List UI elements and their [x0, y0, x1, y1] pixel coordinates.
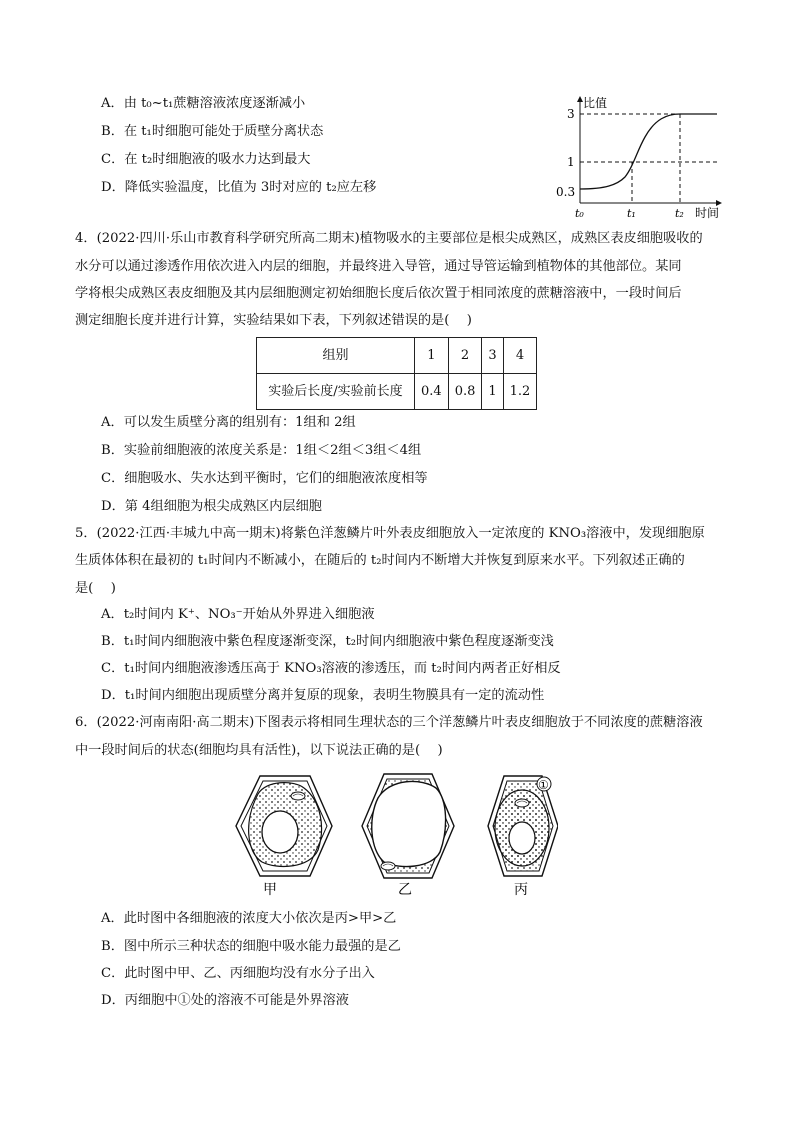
cell-label-bing: 丙	[514, 882, 528, 898]
table-row	[257, 374, 537, 410]
q3-option-b: B．在 t₁时细胞可能处于质壁分离状态	[101, 124, 324, 139]
table-cell: 组别	[257, 338, 415, 374]
q6-option-b: B．图中所示三种状态的细胞中吸水能力最强的是乙	[101, 939, 401, 954]
q5-stem-line-1: 5．(2022·江西·丰城九中高一期末)将紫色洋葱鳞片叶外表皮细胞放入一定浓度的 KNO₃溶液中，发现细胞原	[75, 526, 705, 541]
q4-stem-line-4: 测定细胞长度并进行计算，实验结果如下表，下列叙述错误的是( )	[75, 313, 472, 328]
table-cell: 2	[448, 338, 482, 374]
y-tick-1: 1	[567, 155, 575, 169]
table-cell: 0.4	[415, 374, 449, 410]
q4-stem-line-2: 水分可以通过渗透作用依次进入内层的细胞，并最终进入导管，通过导管运输到植物体的其他部位。某同	[75, 259, 682, 274]
y-axis-label: 比值	[583, 96, 608, 110]
q4-results-table	[256, 337, 537, 410]
q4-option-a: A．可以发生质壁分离的组别有：1组和 2组	[101, 415, 356, 430]
table-cell: 1	[482, 374, 503, 410]
q5-option-a: A．t₂时间内 K⁺、NO₃⁻开始从外界进入细胞液	[101, 607, 375, 622]
table-cell: 0.8	[448, 374, 482, 410]
q6-stem-line-1: 6．(2022·河南南阳·高二期末)下图表示将相同生理状态的三个洋葱鳞片叶表皮细胞放于不同浓度的蔗糖溶液	[75, 715, 703, 730]
q3-option-d: D．降低实验温度，比值为 3时对应的 t₂应左移	[101, 180, 377, 195]
q3-ratio-graph	[555, 93, 730, 225]
q5-option-d: D．t₁时间内细胞出现质壁分离并复原的现象，表明生物膜具有一定的流动性	[101, 688, 545, 703]
cell-yi	[362, 774, 454, 878]
q6-stem-line-2: 中一段时间后的状态(细胞均具有活性)，以下说法正确的是( )	[75, 743, 443, 758]
x-tick-t1: t₁	[627, 207, 636, 220]
cell-label-jia: 甲	[263, 882, 277, 898]
table-header-row	[257, 338, 537, 374]
cell-jia	[236, 776, 332, 876]
q6-cell-diagram	[228, 770, 558, 900]
q5-stem-line-2: 生质体体积在最初的 t₁时间内不断减小，在随后的 t₂时间内不断增大并恢复到原来水平。下列叙述正确的	[75, 553, 685, 568]
x-axis-label: 时间	[695, 206, 720, 220]
table-cell: 3	[482, 338, 503, 374]
x-tick-t2: t₂	[675, 207, 684, 220]
q6-option-c: C．此时图中甲、乙、丙细胞均没有水分子出入	[101, 966, 375, 981]
x-tick-t0: t₀	[575, 207, 584, 220]
cell-bing	[488, 776, 558, 876]
q4-option-d: D．第 4组细胞为根尖成熟区内层细胞	[101, 499, 322, 514]
y-tick-3: 3	[567, 107, 575, 121]
q3-option-c: C．在 t₂时细胞液的吸水力达到最大	[101, 152, 311, 167]
q3-option-a: A．由 t₀~t₁蔗糖溶液浓度逐渐减小	[101, 96, 306, 111]
table-cell: 1.2	[503, 374, 537, 410]
cell-label-yi: 乙	[398, 882, 412, 898]
marker-label: ①	[538, 778, 549, 792]
table-cell: 实验后长度/实验前长度	[257, 374, 415, 410]
q5-option-c: C．t₁时间内细胞液渗透压高于 KNO₃溶液的渗透压，而 t₂时间内两者正好相反	[101, 661, 561, 676]
ratio-curve	[580, 114, 717, 189]
q4-option-c: C．细胞吸水、失水达到平衡时，它们的细胞液浓度相等	[101, 471, 428, 486]
q4-option-b: B．实验前细胞液的浓度关系是：1组＜2组＜3组＜4组	[101, 443, 422, 458]
q6-option-d: D．丙细胞中①处的溶液不可能是外界溶液	[101, 993, 349, 1008]
q6-option-a: A．此时图中各细胞液的浓度大小依次是丙>甲>乙	[101, 911, 397, 926]
q4-stem-line-3: 学将根尖成熟区表皮细胞及其内层细胞测定初始细胞长度后依次置于相同浓度的蔗糖溶液中，一段时间后	[75, 286, 682, 301]
y-tick-0.3: 0.3	[556, 185, 576, 199]
q5-option-b: B．t₁时间内细胞液中紫色程度逐渐变深，t₂时间内细胞液中紫色程度逐渐变浅	[101, 634, 554, 649]
q4-stem-line-1: 4．(2022·四川·乐山市教育科学研究所高二期末)植物吸水的主要部位是根尖成熟区，成熟区表皮细胞吸收的	[75, 231, 703, 246]
q5-stem-line-3: 是( )	[75, 581, 116, 596]
table-cell: 1	[415, 338, 449, 374]
table-cell: 4	[503, 338, 537, 374]
